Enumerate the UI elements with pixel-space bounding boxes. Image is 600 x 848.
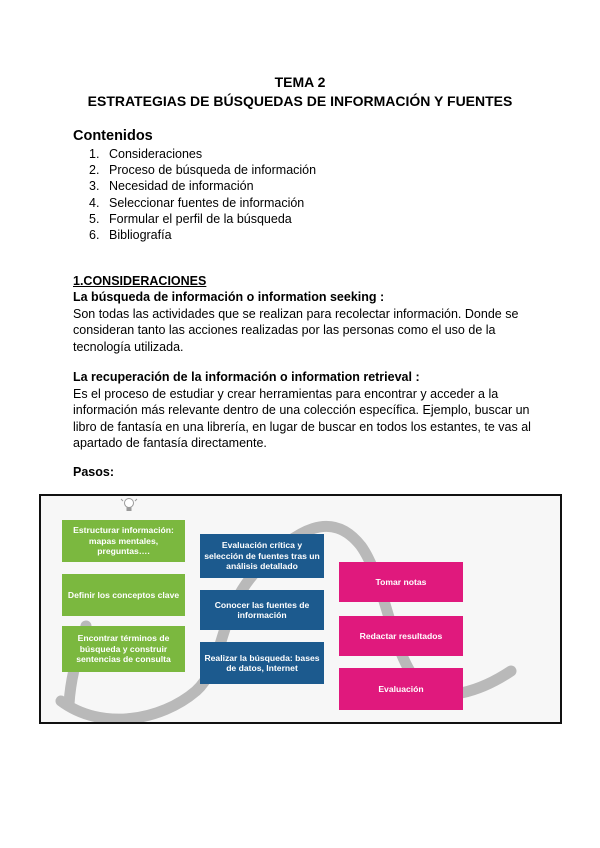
step-know-sources: Conocer las fuentes de información [200, 590, 324, 630]
step-write-results: Redactar resultados [339, 616, 463, 656]
step-perform-search: Realizar la búsqueda: bases de datos, Internet [200, 642, 324, 684]
seeking-paragraph: Son todas las actividades que se realizan para recolectar información. Donde se consideran tanto las acciones realizadas por las personas como el uso de la tecnología utilizada. [73, 307, 519, 354]
list-item: 5. Formular el perfil de la búsqueda [89, 211, 292, 226]
topic-label: TEMA 2 [274, 74, 326, 90]
contents-heading: Contenidos [73, 128, 153, 144]
contents-list [89, 146, 316, 243]
list-item: 1. Consideraciones [89, 147, 203, 161]
list-item: 6. Bibliografía [89, 228, 172, 243]
steps-diagram [39, 494, 562, 724]
retrieval-title: La recuperación de la información o information retrieval : [73, 370, 420, 384]
list-item: 2. Proceso de búsqueda de información [89, 163, 317, 178]
step-define-concepts: Definir los conceptos clave [62, 574, 185, 616]
section-heading: 1.CONSIDERACIONES [73, 274, 207, 288]
lightbulb-icon [121, 499, 137, 512]
document-title: ESTRATEGIAS DE BÚSQUEDAS DE INFORMACIÓN Y FUENTES [87, 93, 513, 109]
step-critical-evaluation: Evaluación crítica y selección de fuentes tras un análisis detallado [200, 534, 324, 578]
step-take-notes: Tomar notas [339, 562, 463, 602]
steps-title: Pasos: [73, 465, 114, 479]
step-search-terms: Encontrar términos de búsqueda y construir sentencias de consulta [62, 626, 185, 672]
retrieval-paragraph: Es el proceso de estudiar y crear herramientas para encontrar y acceder a la información más relevante dentro de una colección específica. Ejemplo, buscar un libro de fantasía en una librería, en lugar de buscar en todos los estantes, te vas al apartado de fantasía directamente. [73, 387, 531, 451]
step-evaluation: Evaluación [339, 668, 463, 710]
step-structure-info: Estructurar información: mapas mentales, preguntas…. [62, 520, 185, 562]
seeking-title: La búsqueda de información o information seeking : [73, 290, 385, 304]
list-item: 3. Necesidad de información [89, 179, 254, 194]
list-item: 4. Seleccionar fuentes de información [89, 195, 305, 210]
